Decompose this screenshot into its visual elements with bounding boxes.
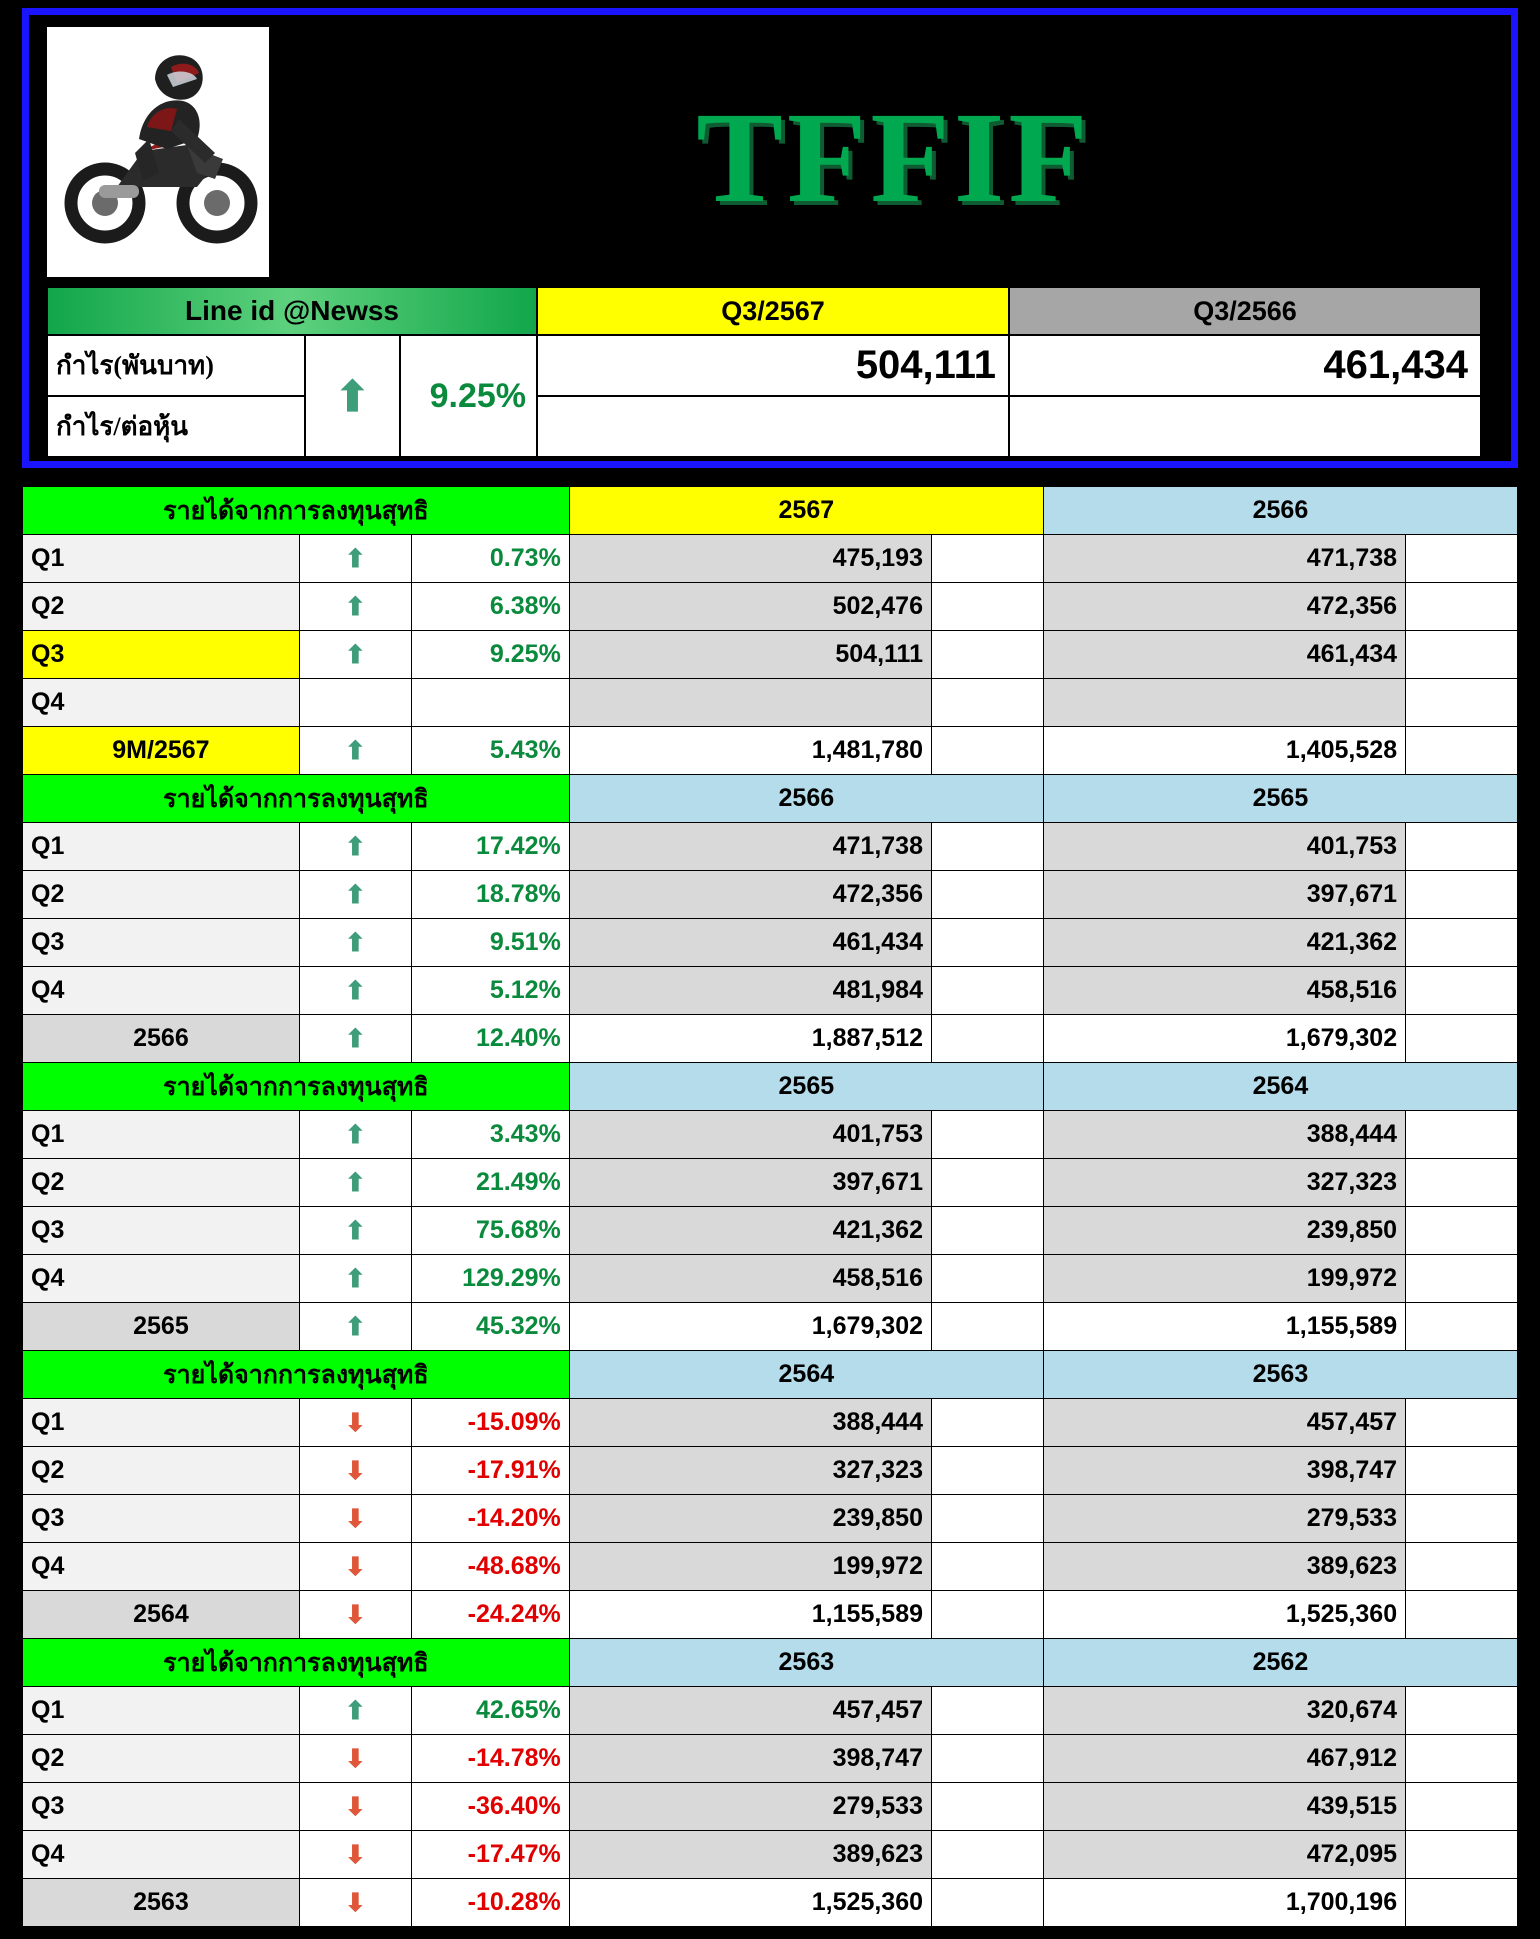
row-change-pct: 3.43% [411,1111,569,1159]
row-value-previous: 421,362 [1043,919,1405,967]
row-spacer-current [932,1399,1044,1447]
row-value-previous: 1,405,528 [1043,727,1405,775]
arrow-up-icon: ⬆ [299,1207,411,1255]
arrow-up-icon: ⬆ [299,1015,411,1063]
row-value-previous: 239,850 [1043,1207,1405,1255]
row-spacer-previous [1406,727,1518,775]
arrow-up-icon: ⬆ [299,1159,411,1207]
table-row [23,1783,1518,1831]
section-year-current: 2567 [569,487,1043,535]
row-value-current: 472,356 [569,871,931,919]
table-row [23,1303,1518,1351]
header-value-eps-current [537,396,1009,457]
row-value-previous: 472,356 [1043,583,1405,631]
row-change-pct: 6.38% [411,583,569,631]
row-value-current: 388,444 [569,1399,931,1447]
row-spacer-current [932,919,1044,967]
row-value-current [569,679,931,727]
section-title: รายได้จากการลงทุนสุทธิ [23,775,570,823]
section-year-previous: 2563 [1043,1351,1517,1399]
brand-title: TFFIF [696,85,1092,230]
row-value-previous: 472,095 [1043,1831,1405,1879]
row-spacer-current [932,871,1044,919]
arrow-up-icon: ⬆ [299,631,411,679]
row-value-previous: 467,912 [1043,1735,1405,1783]
row-spacer-previous [1406,1495,1518,1543]
row-spacer-previous [1406,1879,1518,1927]
line-id-badge: Line id @Newss [47,287,537,335]
section-year-previous: 2565 [1043,775,1517,823]
row-label: Q3 [23,631,300,679]
table-row [23,1495,1518,1543]
arrow-down-icon: ⬇ [299,1447,411,1495]
row-change-pct: 21.49% [411,1159,569,1207]
row-value-current: 199,972 [569,1543,931,1591]
table-row [23,823,1518,871]
row-spacer-previous [1406,1591,1518,1639]
arrow-down-icon: ⬇ [299,1399,411,1447]
section-header-row [23,1063,1518,1111]
row-change-pct [411,679,569,727]
row-value-current: 401,753 [569,1111,931,1159]
row-value-previous: 458,516 [1043,967,1405,1015]
row-spacer-previous [1406,823,1518,871]
row-change-pct: -24.24% [411,1591,569,1639]
arrow-up-icon: ⬆ [299,1255,411,1303]
arrow-up-icon: ⬆ [299,1303,411,1351]
table-row [23,1207,1518,1255]
row-label: Q3 [23,1207,300,1255]
row-spacer-current [932,679,1044,727]
row-change-pct: 17.42% [411,823,569,871]
section-year-current: 2565 [569,1063,1043,1111]
row-value-current: 1,679,302 [569,1303,931,1351]
table-row [23,1591,1518,1639]
table-row [23,1111,1518,1159]
section-year-current: 2566 [569,775,1043,823]
row-change-pct: 75.68% [411,1207,569,1255]
header-current-values [537,335,1009,457]
section-year-current: 2564 [569,1351,1043,1399]
row-value-previous: 389,623 [1043,1543,1405,1591]
row-value-current: 279,533 [569,1783,931,1831]
arrow-up-icon: ⬆ [299,919,411,967]
row-change-pct: 9.25% [411,631,569,679]
header-summary-head-row [47,287,1495,335]
table-row [23,1015,1518,1063]
row-label: 9M/2567 [23,727,300,775]
row-spacer-previous [1406,1783,1518,1831]
row-change-pct: 18.78% [411,871,569,919]
section-year-previous: 2562 [1043,1639,1517,1687]
table-row [23,1687,1518,1735]
table-row [23,1831,1518,1879]
table-row [23,919,1518,967]
row-label: Q3 [23,919,300,967]
row-spacer-previous [1406,1255,1518,1303]
row-value-previous: 327,323 [1043,1159,1405,1207]
row-value-previous: 388,444 [1043,1111,1405,1159]
header-col-current: Q3/2567 [537,287,1009,335]
row-spacer-current [932,631,1044,679]
row-spacer-previous [1406,631,1518,679]
row-label: Q4 [23,967,300,1015]
row-value-previous: 471,738 [1043,535,1405,583]
row-value-current: 461,434 [569,919,931,967]
row-change-pct: -14.20% [411,1495,569,1543]
row-change-pct: 9.51% [411,919,569,967]
table-row [23,1543,1518,1591]
table-row [23,583,1518,631]
table-row [23,1447,1518,1495]
header-summary-body [47,335,1495,457]
row-value-current: 239,850 [569,1495,931,1543]
row-label: 2564 [23,1591,300,1639]
row-spacer-current [932,727,1044,775]
section-year-previous: 2564 [1043,1063,1517,1111]
table-row [23,727,1518,775]
row-label: Q3 [23,1783,300,1831]
row-spacer-previous [1406,1447,1518,1495]
row-change-pct: 129.29% [411,1255,569,1303]
row-value-current: 1,481,780 [569,727,931,775]
arrow-down-icon: ⬇ [299,1879,411,1927]
section-year-previous: 2566 [1043,487,1517,535]
header-value-eps-previous [1009,396,1481,457]
row-value-previous: 439,515 [1043,1783,1405,1831]
row-label: Q2 [23,583,300,631]
table-row [23,1159,1518,1207]
header-summary-grid [47,287,1495,457]
row-value-current: 457,457 [569,1687,931,1735]
row-spacer-current [932,967,1044,1015]
row-value-previous: 1,525,360 [1043,1591,1405,1639]
section-title: รายได้จากการลงทุนสุทธิ [23,1351,570,1399]
header-col-previous: Q3/2566 [1009,287,1481,335]
section-header-row [23,775,1518,823]
row-label: Q2 [23,1159,300,1207]
row-label: Q1 [23,1687,300,1735]
header-change-pct: 9.25% [400,335,537,457]
row-value-current: 458,516 [569,1255,931,1303]
row-spacer-current [932,583,1044,631]
row-value-current: 398,747 [569,1735,931,1783]
arrow-up-icon: ⬆ [299,871,411,919]
row-change-pct: -15.09% [411,1399,569,1447]
row-change-pct: -14.78% [411,1735,569,1783]
row-spacer-previous [1406,1015,1518,1063]
row-label: Q4 [23,1543,300,1591]
metric-label-profit: กำไร(พันบาท) [47,335,305,396]
row-value-previous: 1,700,196 [1043,1879,1405,1927]
row-value-current: 1,525,360 [569,1879,931,1927]
section-title: รายได้จากการลงทุนสุทธิ [23,1063,570,1111]
row-change-pct: 5.12% [411,967,569,1015]
row-spacer-current [932,1111,1044,1159]
row-spacer-current [932,823,1044,871]
row-spacer-current [932,1495,1044,1543]
metric-label-eps: กำไร/ต่อหุ้น [47,396,305,457]
table-row [23,1879,1518,1927]
row-value-previous: 398,747 [1043,1447,1405,1495]
row-label: Q1 [23,823,300,871]
row-value-previous: 1,679,302 [1043,1015,1405,1063]
row-value-current: 327,323 [569,1447,931,1495]
row-value-current: 475,193 [569,535,931,583]
row-value-current: 1,155,589 [569,1591,931,1639]
financial-table-wrap [22,486,1518,1927]
row-spacer-previous [1406,1687,1518,1735]
row-spacer-current [932,1783,1044,1831]
row-spacer-current [932,1735,1044,1783]
row-spacer-current [932,1303,1044,1351]
row-label: Q1 [23,535,300,583]
row-value-previous: 320,674 [1043,1687,1405,1735]
section-header-row [23,1351,1518,1399]
row-spacer-previous [1406,1207,1518,1255]
row-spacer-previous [1406,1543,1518,1591]
arrow-up-icon: ⬆ [299,535,411,583]
row-change-pct: 42.65% [411,1687,569,1735]
section-title: รายได้จากการลงทุนสุทธิ [23,1639,570,1687]
table-row [23,631,1518,679]
row-spacer-previous [1406,1159,1518,1207]
arrow-down-icon: ⬇ [299,1591,411,1639]
financial-table [22,486,1518,1927]
row-spacer-current [932,1591,1044,1639]
arrow-down-icon: ⬇ [299,1735,411,1783]
row-value-previous: 401,753 [1043,823,1405,871]
row-value-previous: 199,972 [1043,1255,1405,1303]
row-value-current: 389,623 [569,1831,931,1879]
row-spacer-previous [1406,1735,1518,1783]
arrow-up-icon: ⬆ [299,727,411,775]
table-row [23,967,1518,1015]
table-row [23,679,1518,727]
row-label: Q1 [23,1399,300,1447]
header-previous-values [1009,335,1481,457]
logo-box [47,27,269,277]
row-value-current: 397,671 [569,1159,931,1207]
arrow-up-icon: ⬆ [299,1111,411,1159]
row-spacer-previous [1406,1111,1518,1159]
row-label: Q3 [23,1495,300,1543]
row-value-current: 421,362 [569,1207,931,1255]
arrow-none-icon [299,679,411,727]
arrow-up-icon: ⬆ [299,823,411,871]
row-value-previous: 461,434 [1043,631,1405,679]
row-spacer-current [932,1687,1044,1735]
header-metric-labels [47,335,305,457]
row-value-previous: 397,671 [1043,871,1405,919]
row-label: 2565 [23,1303,300,1351]
row-change-pct: -10.28% [411,1879,569,1927]
row-spacer-current [932,1447,1044,1495]
arrow-up-icon: ⬆ [299,967,411,1015]
table-row [23,535,1518,583]
row-spacer-current [932,1207,1044,1255]
row-spacer-current [932,1255,1044,1303]
table-row [23,1735,1518,1783]
section-title: รายได้จากการลงทุนสุทธิ [23,487,570,535]
motorcycle-rider-icon [47,27,269,277]
row-value-previous: 457,457 [1043,1399,1405,1447]
row-value-current: 471,738 [569,823,931,871]
row-spacer-previous [1406,1399,1518,1447]
table-row [23,871,1518,919]
row-spacer-previous [1406,535,1518,583]
row-value-current: 502,476 [569,583,931,631]
arrow-down-icon: ⬇ [299,1783,411,1831]
row-spacer-previous [1406,1303,1518,1351]
row-label: Q1 [23,1111,300,1159]
table-row [23,1255,1518,1303]
row-value-previous [1043,679,1405,727]
row-value-previous: 1,155,589 [1043,1303,1405,1351]
section-header-row [23,1639,1518,1687]
row-spacer-previous [1406,919,1518,967]
row-label: Q4 [23,1831,300,1879]
row-spacer-previous [1406,1831,1518,1879]
row-label: Q4 [23,1255,300,1303]
arrow-down-icon: ⬇ [299,1495,411,1543]
section-year-current: 2563 [569,1639,1043,1687]
header-value-profit-current: 504,111 [537,335,1009,396]
arrow-down-icon: ⬇ [299,1831,411,1879]
row-spacer-current [932,1015,1044,1063]
arrow-up-icon: ⬆ [299,1687,411,1735]
row-change-pct: -36.40% [411,1783,569,1831]
row-change-pct: 5.43% [411,727,569,775]
table-row [23,1399,1518,1447]
row-change-pct: -17.47% [411,1831,569,1879]
row-change-pct: -17.91% [411,1447,569,1495]
row-spacer-previous [1406,583,1518,631]
row-spacer-previous [1406,871,1518,919]
arrow-up-icon: ⬆ [299,583,411,631]
row-spacer-current [932,1543,1044,1591]
row-change-pct: 45.32% [411,1303,569,1351]
arrow-down-icon: ⬇ [299,1543,411,1591]
row-change-pct: 0.73% [411,535,569,583]
header-value-profit-previous: 461,434 [1009,335,1481,396]
row-spacer-current [932,1879,1044,1927]
row-value-current: 481,984 [569,967,931,1015]
row-label: 2566 [23,1015,300,1063]
row-label: Q2 [23,1447,300,1495]
row-spacer-current [932,535,1044,583]
row-label: Q2 [23,871,300,919]
row-spacer-current [932,1159,1044,1207]
row-value-current: 504,111 [569,631,931,679]
header-change-arrow-icon: ⬆ [305,335,400,457]
row-value-current: 1,887,512 [569,1015,931,1063]
section-header-row [23,487,1518,535]
row-label: Q4 [23,679,300,727]
row-spacer-previous [1406,967,1518,1015]
row-change-pct: -48.68% [411,1543,569,1591]
header-panel [22,8,1518,468]
row-spacer-current [932,1831,1044,1879]
row-change-pct: 12.40% [411,1015,569,1063]
row-spacer-previous [1406,679,1518,727]
row-label: Q2 [23,1735,300,1783]
row-label: 2563 [23,1879,300,1927]
row-value-previous: 279,533 [1043,1495,1405,1543]
